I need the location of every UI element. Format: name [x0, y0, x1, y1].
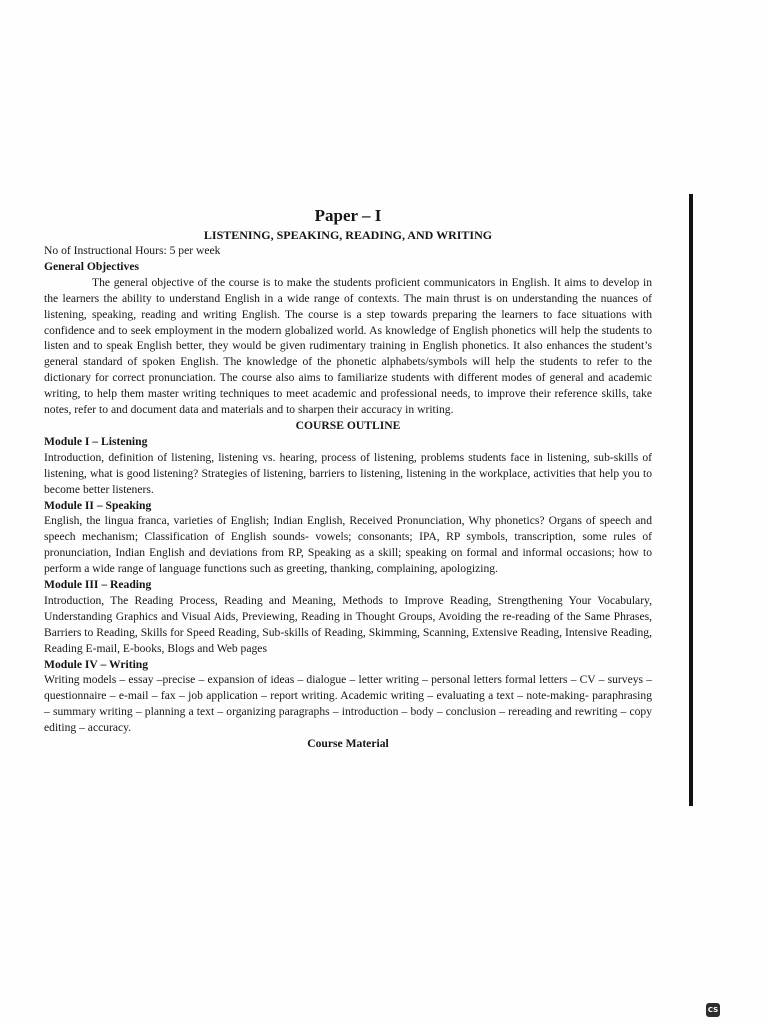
module-4-text: Writing models – essay –precise – expansion of ideas – dialogue – letter writing – personal letters formal letters – CV – surveys – questionnaire – e-mail – fax – job application – report writing. Academic writing – evaluating a text – note-making- paraphrasing – summary writing – planning a text – organizing paragraphs – introduction – body – conclusion – rereading and rewriting – copy editing – accuracy.	[44, 673, 652, 735]
module-3-heading: Module III – Reading	[44, 578, 152, 592]
instructional-hours: No of Instructional Hours: 5 per week	[44, 244, 221, 257]
course-outline-heading: COURSE OUTLINE	[295, 418, 401, 432]
scanner-logo-icon: CS	[706, 1003, 720, 1017]
general-objectives-text: The general objective of the course is to make the students proficient communicators in English. It aims to develop in the learners the ability to understand English in a wide range of contexts. The main thrust is on understanding the nuances of listening, speaking, reading and writing English. The course is a step towards preparing the learners to face situations with confidence and to seek employment in the modern globalized world. As knowledge of English phonetics will help the students to listen and to speak English better, they would be given rudimentary training in English phonetics. It also enhances the student’s general standard of spoken English. The knowledge of the phonetic alphabets/symbols will help the students to refer to the dictionary for correct pronunciation. The course also aims to familiarize students with different modes of general and academic writing, to help them master writing techniques to meet academic and professional needs, to improve their reference skills, take notes, refer to and document data and materials and to sharpen their accuracy in writing.	[44, 275, 652, 417]
document-body	[44, 205, 652, 752]
margin-bar	[689, 194, 693, 806]
paper-title: Paper – I	[314, 206, 382, 225]
module-3-text: Introduction, The Reading Process, Reading and Meaning, Methods to Improve Reading, Strengthening Your Vocabulary, Understanding Graphics and Visual Aids, Previewing, Reading in Thought Groups, Avoiding the re-reading of the Same Phrases, Barriers to Reading, Skills for Speed Reading, Sub-skills of Reading, Skimming, Scanning, Extensive Reading, Intensive Reading, Reading E-mail, E-books, Blogs and Web pages	[44, 593, 652, 655]
module-2-heading: Module II – Speaking	[44, 498, 152, 512]
paper-subtitle: LISTENING, SPEAKING, READING, AND WRITING	[203, 228, 493, 242]
course-material-heading: Course Material	[307, 737, 389, 751]
general-objectives-heading: General Objectives	[44, 259, 139, 273]
module-2-text: English, the lingua franca, varieties of English; Indian English, Received Pronunciation, Why phonetics? Organs of speech and speech mechanism; Classification of English sounds- vowels; consonants; IPA, RP symbols, transcription, some rules of pronunciation, Indian English and deviations from RP, Speaking as a skill; speaking on formal and informal occasions; how to perform a wide range of language functions such as greeting, thanking, complaining, apologizing.	[44, 514, 652, 576]
module-1-heading: Module I – Listening	[44, 434, 148, 448]
module-1-text: Introduction, definition of listening, listening vs. hearing, process of listening, problems students face in listening, sub-skills of listening, what is good listening? Strategies of listening, barriers to listening, listening in the workplace, activities that help you to become better listeners.	[44, 450, 652, 496]
module-4-heading: Module IV – Writing	[44, 657, 149, 671]
